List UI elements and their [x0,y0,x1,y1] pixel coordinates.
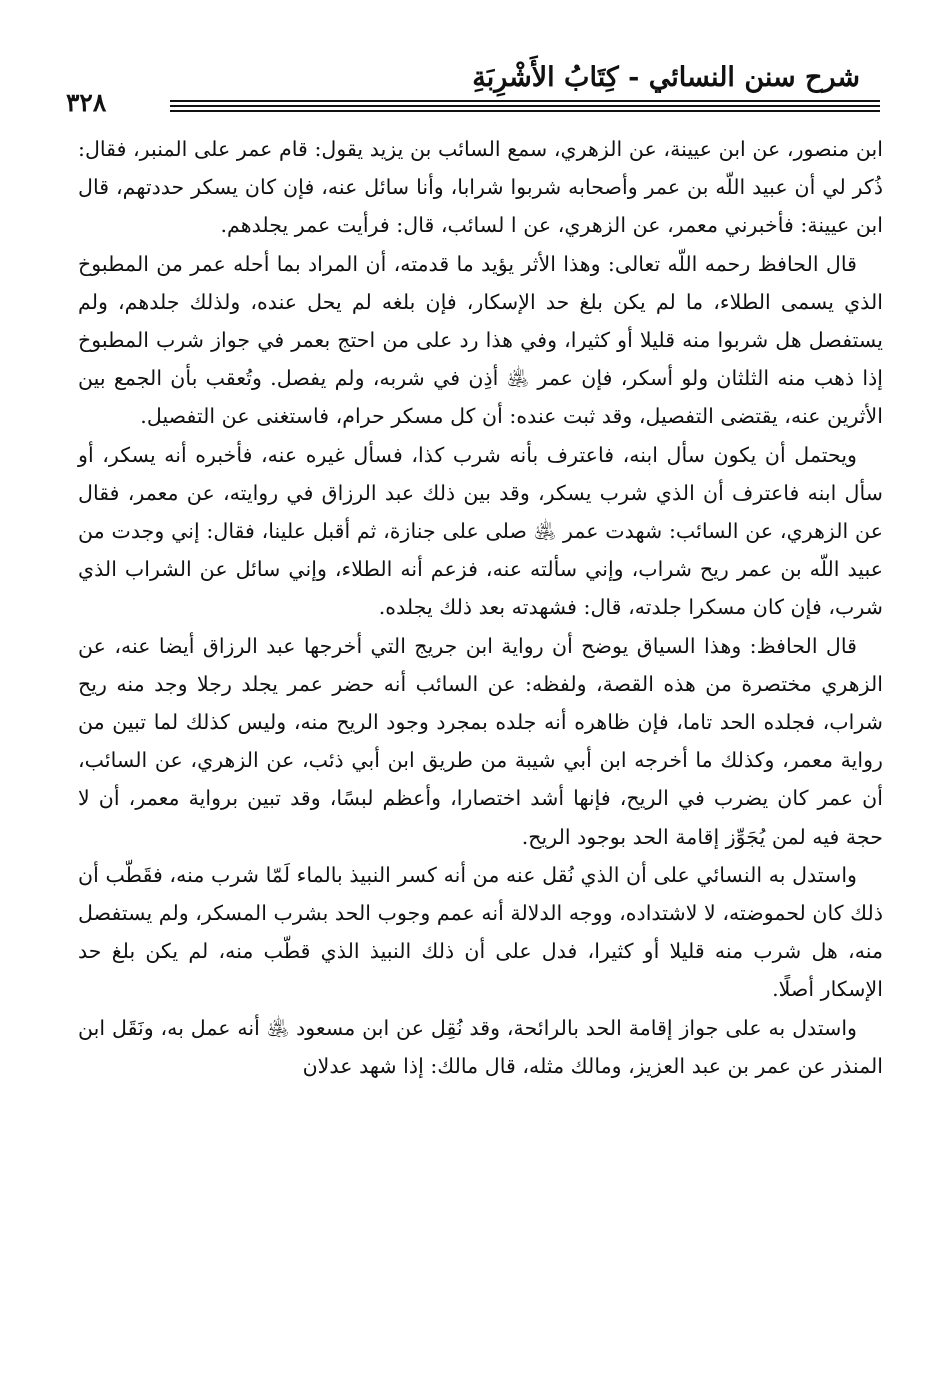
body-text [78,130,883,1085]
page-number: ٣٢٨ [66,88,107,117]
paragraph: ابن منصور، عن ابن عيينة، عن الزهري، سمع السائب بن يزيد يقول: قام عمر على المنبر، فقال: ذُكر لي أن عبيد اللّه بن عمر وأصحابه شربوا شرابا، وأنا سائل عنه، فإن كان يسكر حددتهم، قال ابن عيينة: فأخبرني معمر، عن الزهري، عن ا لسائب، قال: فرأيت عمر يجلدهم. [78,137,883,238]
paragraph: واستدل به النسائي على أن الذي نُقل عنه من أنه كسر النبيذ بالماء لَمّا شرب منه، فقَطّب أن ذلك كان لحموضته، لا لاشتداده، ووجه الدلالة أنه عمم وجوب الحد بشرب المسكر، ولم يستفصل منه، هل شرب منه قليلا أو كثيرا، فدل على أن ذلك النبيذ الذي قطّب منه، لم يكن بلغ حد الإسكار أصلًا. [78,862,883,1002]
running-title: شرح سنن النسائي - كِتَابُ الأَشْرِبَةِ [472,62,860,93]
header-rule [170,100,880,102]
paragraph: واستدل به على جواز إقامة الحد بالرائحة، وقد نُقِل عن ابن مسعود ﵁ أنه عمل به، ونَقَل ابن المنذر عن عمر بن عبد العزيز، ومالك مثله، قال مالك: إذا شهد عدلان [78,1015,883,1078]
paragraph: قال الحافظ: وهذا السياق يوضح أن رواية ابن جريج التي أخرجها عبد الرزاق أيضا عنه، عن الزهري مختصرة من هذه القصة، ولفظه: عن السائب أنه حضر عمر يجلد رجلا وجد منه ريح شراب، فجلده الحد تاما، فإن ظاهره أنه جلده بمجرد وجود الريح منه، وليس كذلك لما تبين من رواية معمر، وكذلك ما أخرجه ابن أبي شيبة من طريق ابن أبي ذئب، عن الزهري، عن السائب، أن عمر كان يضرب في الريح، فإنها أشد اختصارا، وأعظم لبسًا، وقد تبين برواية معمر، أن لا حجة فيه لمن يُجَوِّز إقامة الحد بوجود الريح. [78,633,883,849]
paragraph: ويحتمل أن يكون سأل ابنه، فاعترف بأنه شرب كذا، فسأل غيره عنه، فأخبره أنه يسكر، أو سأل ابنه فاعترف أن الذي شرب يسكر، وقد بين ذلك عبد الرزاق في روايته، عن معمر، فقال عن الزهري، عن السائب: شهدت عمر ﵁ صلى على جنازة، ثم أقبل علينا، فقال: إني وجدت من عبيد اللّه بن عمر ريح شراب، وإني سألته عنه، فزعم أنه الطلاء، وإني سائل عن الشراب الذي شرب، فإن كان مسكرا جلدته، قال: فشهدته بعد ذلك يجلده. [78,442,883,620]
header-rule [170,110,880,112]
paragraph: قال الحافظ رحمه اللّه تعالى: وهذا الأثر يؤيد ما قدمته، أن المراد بما أحله عمر من المطبوخ الذي يسمى الطلاء، ما لم يكن بلغ حد الإسكار، فإن بلغه لم يحل عنده، ولذلك جلدهم، ولم يستفصل هل شربوا منه قليلا أو كثيرا، وفي هذا رد على من احتج بعمر في جواز شرب المطبوخ إذا ذهب منه الثلثان ولو أسكر، فإن عمر ﵁ أذِن في شربه، ولم يفصل. وتُعقب بأن الجمع بين الأثرين عنه، يقتضى التفصيل، وقد ثبت عنده: أن كل مسكر حرام، فاستغنى عن التفصيل. [78,251,884,429]
header-rule [170,105,880,107]
page-header [60,62,880,117]
